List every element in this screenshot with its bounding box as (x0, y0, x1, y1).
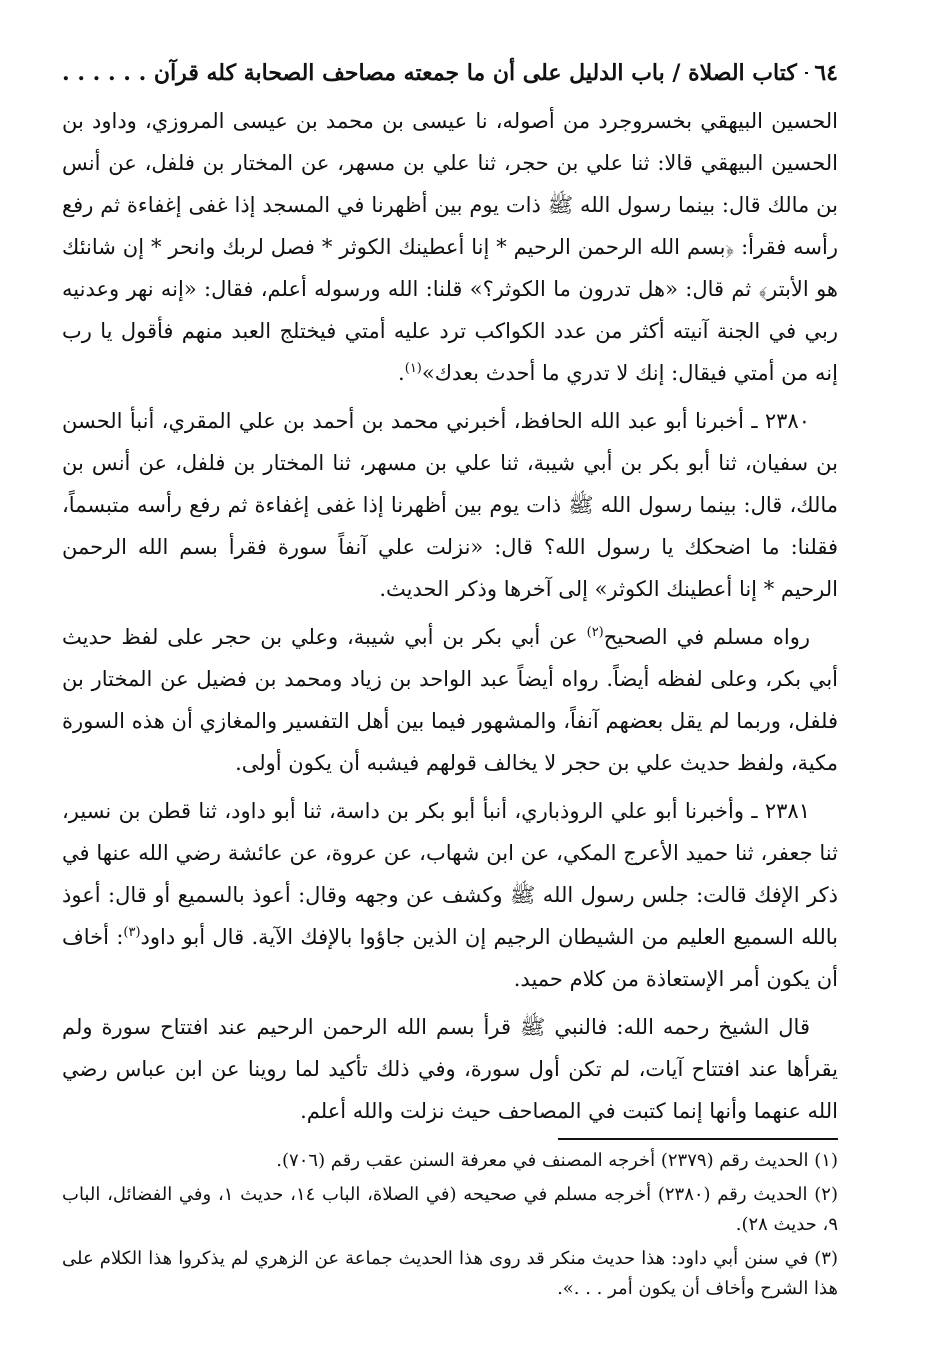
header-rule (805, 72, 809, 74)
footnote-ref-3: (٣) (123, 925, 141, 940)
footnote-2: (٢) الحديث رقم (٢٣٨٠) أخرجه مسلم في صحيحه (في الصلاة، الباب ١٤، حديث ١، وفي الفضائل، الباب ٩، حديث ٢٨). (62, 1184, 838, 1235)
footnote-separator (558, 1138, 838, 1140)
paragraph-shaykh-comment: قال الشيخ رحمه الله: فالنبي ﷺ قرأ بسم الله الرحمن الرحيم عند افتتاح سورة ولم يقرأها عند افتتاح آيات، لم تكن أول سورة، وفي ذلك تأكيد لما روينا عن ابن عباس رضي الله عنهما وأنها إنما كتبت في المصاحف حيث نزلت والله أعلم. (62, 1015, 838, 1123)
main-text (62, 100, 838, 1132)
paragraph-muslim-narration: رواه مسلم في الصحيح$^{(٢)}$ عن أبي بكر بن أبي شيبة، وعلي بن حجر على لفظ حديث أبي بكر، وعلى لفظه أيضاً. رواه أيضاً عبد الواحد بن زياد ومحمد بن فضيل عن المختار بن فلفل، وربما لم يقل بعضهم آنفاً، والمشهور فيما بين أهل التفسير والمغازي أن هذه السورة مكية، ولفظ حديث علي بن حجر لا يخالف قولهم فيشبه أن يكون أولى. (62, 625, 838, 775)
footnote-3: (٣) في سنن أبي داود: هذا حديث منكر قد روى هذا الحديث جماعة عن الزهري لم يذكروا هذا الكلام على هذا الشرح وأخاف أن يكون أمر . . .». (62, 1248, 838, 1299)
footnote-ref-2: (٢) (586, 625, 604, 640)
footnote-1: (١) الحديث رقم (٢٣٧٩) أخرجه المصنف في معرفة السنن عقب رقم (٧٠٦). (276, 1150, 838, 1171)
footnote-ref-1: (١) (404, 361, 422, 376)
running-header (62, 56, 838, 92)
page-number: ٦٤ (814, 60, 838, 86)
footnotes (62, 1146, 838, 1304)
book-page (62, 56, 838, 1308)
header-title: كتاب الصلاة / باب الدليل على أن ما جمعته مصاحف الصحابة كله قرآن . . . . . . (62, 60, 797, 86)
paragraph-continuation: الحسين البيهقي بخسروجرد من أصوله، نا عيسى بن محمد بن عيسى المروزي، وداود بن الحسين البيهقي قالا: ثنا علي بن حجر، ثنا علي بن مسهر، عن المختار بن فلفل، عن أنس بن مالك قال: بينما رسول الله ﷺ ذات يوم بين أظهرنا في المسجد إذا غفى إغفاءة ثم رفع رأسه فقرأ: ﴿بسم الله الرحمن الرحيم * إنا أعطينك الكوثر * فصل لربك وانحر * إن شانئك هو الأبتر﴾ ثم قال: «هل تدرون ما الكوثر؟» قلنا: الله ورسوله أعلم، فقال: «إنه نهر وعدنيه ربي في الجنة آنيته أكثر من عدد الكواكب ترد عليه أمتي فيختلج العبد منهم فأقول يا رب إنه من أمتي فيقال: إنك لا تدري ما أحدث بعدك»$^{(١)}$. (62, 109, 838, 385)
paragraph-hadith-2380: ٢٣٨٠ ـ أخبرنا أبو عبد الله الحافظ، أخبرني محمد بن أحمد بن علي المقري، أنبأ الحسن بن سفيان، ثنا أبو بكر بن أبي شيبة، ثنا علي بن مسهر، ثنا المختار بن فلفل، عن أنس بن مالك، قال: بينما رسول الله ﷺ ذات يوم بين أظهرنا إذا غفى إغفاءة ثم رفع رأسه متبسماً، فقلنا: ما اضحكك يا رسول الله؟ قال: «نزلت علي آنفاً سورة فقرأ بسم الله الرحمن الرحيم * إنا أعطينك الكوثر» إلى آخرها وذكر الحديث. (62, 409, 838, 601)
paragraph-hadith-2381: ٢٣٨١ ـ وأخبرنا أبو علي الروذباري، أنبأ أبو بكر بن داسة، ثنا أبو داود، ثنا قطن بن نسير، ثنا جعفر، ثنا حميد الأعرج المكي، عن ابن شهاب، عن عروة، عن عائشة رضي الله عنها في ذكر الإفك قالت: جلس رسول الله ﷺ وكشف عن وجهه وقال: أعوذ بالسميع أو قال: أعوذ بالله السميع العليم من الشيطان الرجيم إن الذين جاؤوا بالإفك الآية. قال أبو داود$^{(٣)}$: أخاف أن يكون أمر الإستعاذة من كلام حميد. (62, 799, 839, 991)
